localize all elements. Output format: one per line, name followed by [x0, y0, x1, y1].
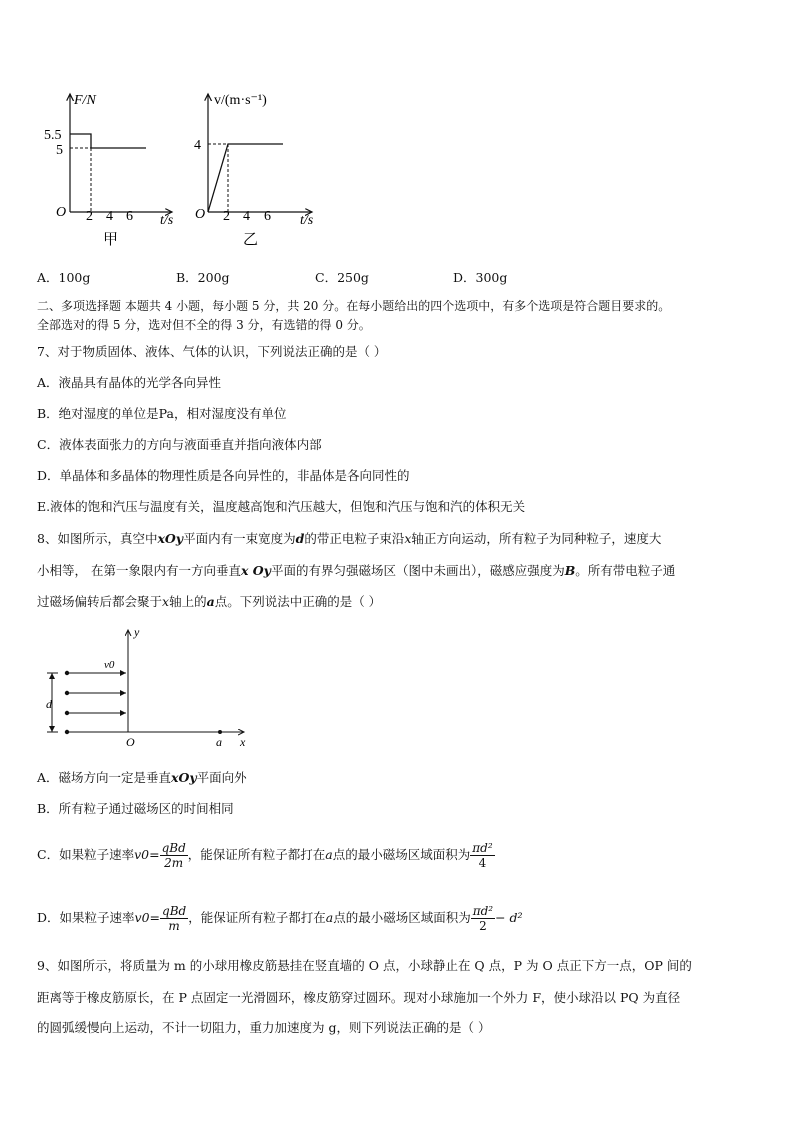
- q6-option-b: B．200g: [176, 270, 230, 285]
- origin-label: O: [126, 735, 135, 749]
- v0-label: v0: [104, 659, 115, 671]
- q6-option-c: C．250g: [315, 270, 369, 285]
- a-label: a: [216, 735, 222, 749]
- y-tick-label: 4: [194, 138, 201, 153]
- y-axis-label: y: [134, 625, 140, 639]
- x-tick-label: 6: [264, 209, 271, 224]
- q9-stem-line3: 的圆弧缓慢向上运动，不计一切阻力，重力加速度为 g，则下列说法正确的是（ ）: [37, 1020, 491, 1035]
- x-tick-label: 2: [223, 209, 230, 224]
- y-axis-label: v/(m·s⁻¹): [214, 93, 267, 108]
- x-axis-label: t/s: [160, 213, 174, 228]
- velocity-time-graph: [188, 88, 338, 253]
- y-axis-label: F/N: [74, 93, 96, 108]
- velocity-fraction: $\frac{\text{qBd}}{2m}$: [161, 841, 186, 870]
- x-axis-label: t/s: [300, 213, 314, 228]
- q7-option-c: C．液体表面张力的方向与液面垂直并指向液体内部: [37, 437, 322, 452]
- area-fraction: $\frac{\text{πd²}}{4}$: [472, 841, 493, 870]
- q8-stem-line1: 8、如图所示，真空中xOy平面内有一束宽度为d的带正电粒子束沿x轴正方向运动，所有粒子为同种粒子，速度大: [37, 531, 662, 546]
- graph-caption: 甲: [103, 232, 119, 248]
- force-curve: [70, 134, 146, 148]
- q8-option-b: B．所有粒子通过磁场区的时间相同: [37, 801, 234, 816]
- x-tick-label: 4: [106, 209, 113, 224]
- q8-option-d: D．如果粒子速率v0= $\frac{\text{qBd}}{m}$ ，能保证所有粒子都打在a点的最小磁场区域面积为 $\frac{\text{πd²}}{2}$ − d²: [37, 904, 523, 933]
- q7-stem: 7、对于物质固体、液体、气体的认识，下列说法正确的是（ ）: [37, 344, 387, 359]
- origin-label: O: [195, 207, 206, 222]
- q7-option-e: E.液体的饱和汽压与温度有关，温度越高饱和汽压越大，但饱和汽压与饱和汽的体积无关: [37, 499, 526, 514]
- q7-option-a: A．液晶具有晶体的光学各向异性: [37, 375, 222, 390]
- y-tick-label: 5: [56, 143, 63, 158]
- q6-option-d: D．300g: [453, 270, 508, 285]
- q7-option-b: B．绝对湿度的单位是Pa，相对湿度没有单位: [37, 406, 287, 421]
- x-tick-label: 4: [243, 209, 250, 224]
- area-fraction: $\frac{\text{πd²}}{2}$: [472, 904, 494, 933]
- particle-dot: [65, 711, 69, 715]
- q8-option-a: A．磁场方向一定是垂直xOy平面向外: [37, 770, 247, 785]
- x-axis-label: x: [240, 735, 246, 749]
- force-time-graph: [40, 88, 190, 253]
- q8-stem-line3: 过磁场偏转后都会聚于x轴上的a点。下列说法中正确的是（ ）: [37, 594, 382, 609]
- particle-dot: [65, 691, 69, 695]
- section-instructions-line2: 全部选对的得 5 分，选对但不全的得 3 分，有选错的得 0 分。: [37, 318, 371, 332]
- q7-option-d: D．单晶体和多晶体的物理性质是各向异性的，非晶体是各向同性的: [37, 468, 410, 483]
- q9-stem-line2: 距离等于橡皮筋原长，在 P 点固定一光滑圆环，橡皮筋穿过圆环。现对小球施加一个外力 F，使小球沿以 PQ 为直径: [37, 990, 681, 1005]
- origin-label: O: [56, 205, 67, 220]
- q8-option-c: C．如果粒子速率v0= $\frac{\text{qBd}}{2m}$ ，能保证所有粒子都打在a点的最小磁场区域面积为 $\frac{\text{πd²}}{4}$: [37, 841, 493, 870]
- section-instructions-line1: 二、多项选择题 本题共 4 小题，每小题 5 分，共 20 分。在每小题给出的四个选项中，有多个选项是符合题目要求的。: [37, 299, 671, 313]
- graph-caption: 乙: [243, 232, 259, 248]
- d-label: d: [46, 697, 52, 711]
- velocity-curve: [208, 144, 283, 212]
- x-tick-label: 2: [86, 209, 93, 224]
- particle-dot: [65, 730, 69, 734]
- particle-beam-figure: [36, 622, 256, 752]
- particle-dot: [65, 671, 69, 675]
- y-tick-label: 5.5: [44, 128, 62, 143]
- x-tick-label: 6: [126, 209, 133, 224]
- q6-option-a: A．100g: [37, 270, 91, 285]
- q9-stem-line1: 9、如图所示，将质量为 m 的小球用橡皮筋悬挂在竖直墙的 O 点，小球静止在 Q 点，P 为 O 点正下方一点，OP 间的: [37, 958, 692, 973]
- point-a: [218, 730, 222, 734]
- q8-stem-line2: 小相等， 在第一象限内有一方向垂直x Oy平面的有界匀强磁场区（图中未画出），磁感应强度为B。所有带电粒子通: [37, 563, 676, 578]
- velocity-fraction: $\frac{\text{qBd}}{m}$: [162, 904, 187, 933]
